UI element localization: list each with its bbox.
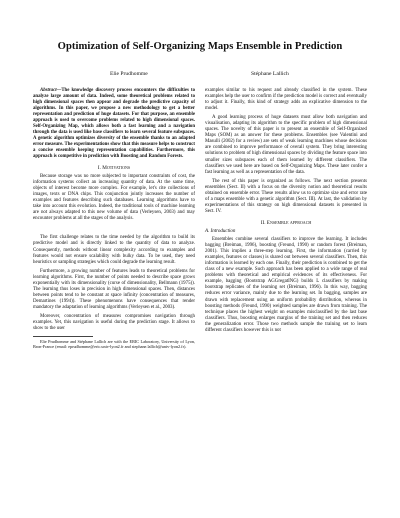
paper-title: Optimization of Self-Organizing Maps Ensemble in Prediction: [57, 41, 343, 52]
body-paragraph: A good learning process of huge datasets must allow both navigation and visualisation, adapting its algorithm to the specific problem of high dimensional spaces. The novelty of this paper is to present an ensemble of Self-Organized Maps (SOM) as an answer for these problems. Ensembles (see Valentini and Masulli (2002) for a review) are sets of weak learning machines whose decisions are combined to improve performance of overall system. They bring interesting solutions to problem of high dimensional spaces by dividing the feature space into smaller sizes subspaces each of them learned by different classifiers. The classifiers we used here are based on Self-Organizing Maps. These later confer a fast learning as well as a representation of the data.: [205, 115, 367, 175]
author-2: Stéphane Lallich: [251, 71, 289, 77]
body-paragraph: Because storage was no more subjected to important constraints of cost, the information systems collect an increasing quantity of data. At the same time, objects of interest become more complex. For example, let's cite collections of images, texts or DNA chips. This conjunction jointly increases the number of examples and features describing such databases. Learning algorithms have to take into account this evolution. Indeed, the traditional tools of machine learning are not always adapted to this new volume of data (Verleysen, 2003) and may encounter problems at all the stages of the analysis.: [33, 174, 195, 222]
right-column: [205, 88, 367, 337]
abstract-label: Abstract: [40, 88, 57, 93]
footnote-divider: [33, 336, 93, 337]
section-heading-motivations: I. Motivations: [97, 165, 131, 171]
abstract: [33, 88, 195, 160]
subsection-heading-introduction: A. Introduction: [205, 228, 236, 234]
left-column: [33, 88, 195, 349]
footnote: Elie Prudhomme and Stéphane Lallich are with the ERIC Laboratory, University of Lyon, Bron-France (email: eprudhomme@eric.univ-lyon2.fr and stephane.lallich@univ-lyon2.fr).: [33, 339, 195, 350]
body-paragraph: Ensembles combine several classifiers to improve the learning. It includes bagging (Breiman, 1996), boosting (Freund, 1990) or random forest (Breiman, 2001). This implies a three-step learning. First, the information (carried by examples, features or classes) is shared out between several classifiers. Then, this information is learned by each one. Finally, their prediction is combined to get the class of a new example. Such approach has been applied to a wide range of real problems with theoretical and empirical evidences of its effectiveness. For example, bagging (Bootstrap AGGregatING) builds L classifiers by making bootstrap replicates of the learning set (Breiman, 1996). In this way, bagging reduces error variance, mainly due to the learning set. In bagging, samples are drawn with replacement using an uniform probability distribution, whereas in boosting methods (Freund, 1990) weighted samples are drawn from training. The technique places the highest weight on examples misclassified by the last base classifiers. Thus, boosting enlarges margins of the training set and then reduces the generalization error. Those two methods sample the training set to learn different classifiers however this is not: [205, 237, 367, 333]
body-paragraph: examples similar to his request and already classified in the system. These examples help the user to confirm if the prediction model is correct and eventually to adjust it. Finally, this kind of strategy adds an explicative dimension to the model.: [205, 88, 367, 112]
body-paragraph: The rest of this paper is organized as follows. The next section presents ensembles (Sect. II) with a focus on the diversity notion and theoretical results obtained on ensemble error. These results allow us to optimize size and error rate of a maps ensemble with a genetic algorithm (Sect. III). At last, the validation by experimentations of this strategy on high dimensional datasets is presented in Sect. IV.: [205, 178, 367, 214]
abstract-text: —The knowledge discovery process encounters the difficulties to analyze large amount of data. Indeed, some theoretical problems related to high dimensional spaces then appear and degrade the predictive capacity of algorithms. In this paper, we propose a new methodology to get a better representation and prediction of huge datasets. For that purpose, an ensemble approach is used to overcome problems related to high dimensional spaces. Self-Organizing Map, which allows both a fast learning and a navigation through the data is used like base classifiers to learn several feature subspaces. A genetic algorithm optimizes diversity of the ensemble thanks to an adapted error measure. The experimentations show that this measure helps to construct a concise ensemble keeping representation capabilities. Furthermore, this approach is competitive in prediction with Boosting and Random Forests.: [33, 88, 195, 159]
author-1: Elie Prudhomme: [110, 71, 148, 77]
body-paragraph: The first challenge relates to the time needed by the algorithm to build its predictive model and is directly linked to the quantity of data to analyze. Consequently, methods without linear complexity according to examples and features would not ensure scalability with bulky data. To be used, they need heuristics or sampling strategies which could degrade the learning result.: [33, 235, 195, 265]
section-heading-ensemble: II. Ensemble approach: [260, 219, 312, 226]
body-paragraph: Moreover, concentration of measures compromises navigation through examples. Yet, this navigation is useful during the prediction stage. It allows to show to the user: [33, 313, 195, 332]
body-paragraph: Furthermore, a growing number of features leads to theoretical problems for learning algorithms. First, the number of points needed to describe space grows exponentially with its dimensionality (curse of dimensionality, Bellmann (1975)). The learning thus loses in precision in high dimensional spaces. Then, distances between points tend to be constant at space infinity (concentration of measures, Demartines (1994)). These phenomenons have consequences that render mandatory the adaptation of learning algorithms (Verleysen et al., 2003).: [33, 268, 195, 310]
